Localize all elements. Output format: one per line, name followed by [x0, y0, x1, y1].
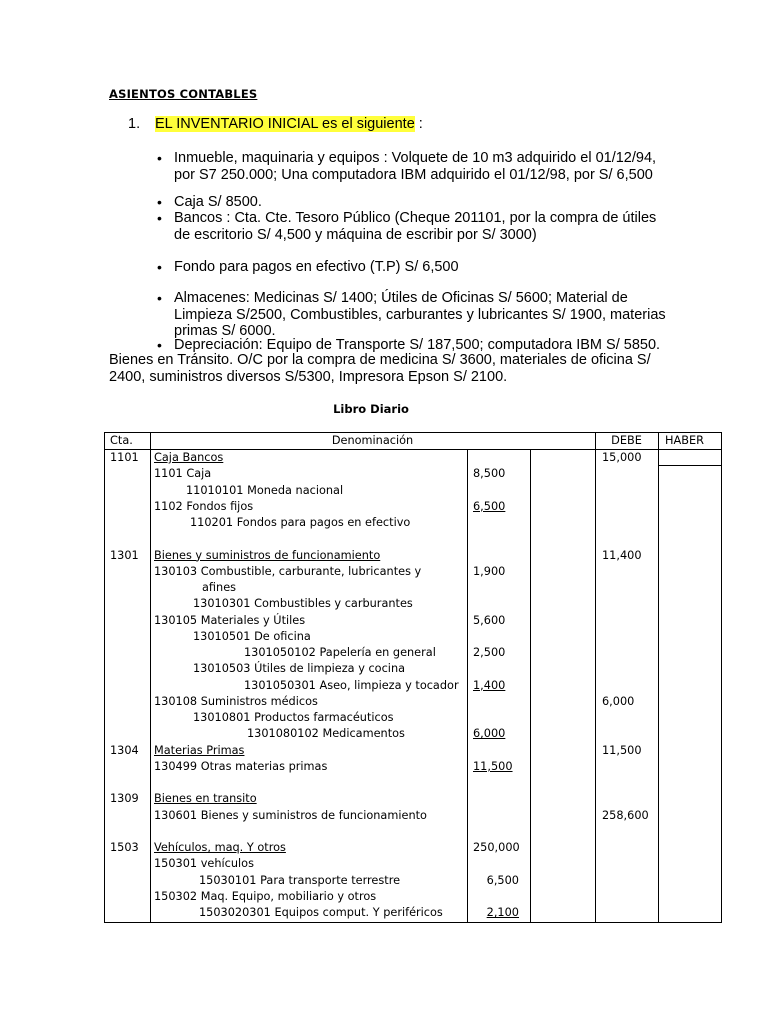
- cell-amount: 8,500: [473, 467, 506, 481]
- bullet-line: • Almacenes: Medicinas S/ 1400; Útiles de Oficinas S/ 5600; Material de: [174, 290, 628, 306]
- table-title: Libro Diario: [333, 402, 409, 416]
- header-divider: [105, 449, 721, 450]
- cell-denominacion: 13010801 Productos farmacéuticos: [193, 711, 394, 724]
- cell-amount: 11,500: [473, 759, 513, 773]
- bullet-item: [157, 150, 694, 183]
- cell-denominacion: 1101 Caja: [154, 467, 212, 481]
- bullet-item: [157, 290, 694, 340]
- cell-denominacion: 1301080102 Medicamentos: [247, 727, 405, 741]
- header-denominacion: Denominación: [331, 434, 414, 447]
- cell-amount: 6,500: [473, 499, 506, 513]
- bullet-line: • Bancos : Cta. Cte. Tesoro Público (Cheque 201101, por la compra de útiles: [174, 210, 657, 226]
- cell-amount: 250,000: [473, 841, 520, 854]
- bullet-item: [157, 194, 694, 211]
- bullet-line: por S7 250.000; Una computadora IBM adquirido el 01/12/98, por S/ 6,500: [174, 166, 653, 183]
- cell-denominacion: 130108 Suministros médicos: [154, 694, 318, 708]
- paragraph-line: 2400, suministros diversos S/5300, Impresora Epson S/ 2100.: [109, 369, 508, 385]
- row-divider: [659, 465, 721, 466]
- cell-denominacion: 1503020301 Equipos comput. Y periféricos: [199, 906, 443, 919]
- section-heading: ASIENTOS CONTABLES: [109, 87, 258, 101]
- bullet-line: • Caja S/ 8500.: [174, 194, 262, 210]
- cell-denominacion: Caja Bancos: [154, 451, 224, 464]
- cell-denominacion: afines: [202, 581, 237, 594]
- column-divider: [467, 450, 468, 922]
- cell-amount: 6,000: [473, 727, 506, 741]
- cell-denominacion: 1301050102 Papelería en general: [244, 646, 436, 659]
- cell-denominacion: 110201 Fondos para pagos en efectivo: [190, 516, 411, 529]
- cell-denominacion: 1301050301 Aseo, limpieza y tocador: [244, 678, 459, 692]
- bullet-line: • Inmueble, maquinaria y equipos : Volquete de 10 m3 adquirido el 01/12/94,: [174, 150, 657, 166]
- cell-denominacion: Vehículos, maq. Y otros: [154, 841, 286, 854]
- cell-denominacion: 11010101 Moneda nacional: [186, 483, 344, 497]
- bullet-line: • Depreciación: Equipo de Transporte S/ 187,500; computadora IBM S/ 5850.: [174, 337, 661, 353]
- cell-cta: 1301: [110, 548, 139, 562]
- header-cta: Cta.: [110, 434, 133, 447]
- bullet-line: • Fondo para pagos en efectivo (T.P) S/ 6,500: [174, 259, 459, 275]
- cell-cta: 1304: [110, 743, 139, 757]
- column-divider: [595, 433, 596, 922]
- header-debe: DEBE: [611, 434, 642, 447]
- cell-amount: 1,400: [473, 678, 506, 692]
- header-haber: HABER: [665, 434, 704, 447]
- bullet-item: [157, 210, 694, 243]
- cell-amount: 6,500: [486, 873, 519, 887]
- column-divider: [658, 433, 659, 922]
- cell-amount: 5,600: [473, 613, 506, 627]
- cell-denominacion: Bienes en transito: [154, 792, 257, 806]
- libro-diario-table: [104, 432, 722, 923]
- cell-debe: 11,500: [602, 743, 642, 757]
- list-item-suffix: :: [414, 116, 423, 132]
- cell-denominacion: 1102 Fondos fijos: [154, 499, 254, 513]
- cell-amount: 2,500: [473, 646, 506, 659]
- cell-amount: 2,100: [486, 906, 519, 919]
- cell-denominacion: Bienes y suministros de funcionamiento: [154, 548, 381, 562]
- cell-denominacion: 13010301 Combustibles y carburantes: [193, 597, 413, 611]
- cell-denominacion: 150301 vehículos: [154, 857, 254, 871]
- bullet-item: [157, 259, 694, 276]
- cell-debe: 258,600: [602, 808, 649, 822]
- paragraph-line: Bienes en Tránsito. O/C por la compra de medicina S/ 3600, materiales de oficina S/: [109, 352, 651, 368]
- list-number: 1.: [128, 116, 141, 132]
- bullet-line: Limpieza S/2500, Combustibles, carburantes y lubricantes S/ 1900, materias: [174, 306, 666, 323]
- cell-denominacion: 13010501 De oficina: [193, 629, 311, 643]
- column-divider: [150, 433, 151, 922]
- cell-cta: 1503: [110, 841, 139, 854]
- list-item-1: [128, 116, 423, 132]
- highlighted-text: EL INVENTARIO INICIAL es el siguiente: [155, 116, 415, 132]
- paragraph: [109, 352, 689, 386]
- cell-denominacion: 150302 Maq. Equipo, mobiliario y otros: [154, 889, 377, 903]
- cell-debe: 15,000: [602, 451, 642, 464]
- cell-denominacion: 15030101 Para transporte terrestre: [199, 873, 401, 887]
- cell-denominacion: Materias Primas: [154, 743, 245, 757]
- cell-denominacion: 130103 Combustible, carburante, lubricantes y: [154, 564, 422, 578]
- cell-denominacion: 13010503 Útiles de limpieza y cocina: [193, 662, 406, 676]
- cell-amount: 1,900: [473, 564, 506, 578]
- bullet-line: primas S/ 6000.: [174, 323, 276, 339]
- cell-debe: 11,400: [602, 548, 642, 562]
- cell-cta: 1309: [110, 792, 139, 806]
- cell-denominacion: 130499 Otras materias primas: [154, 759, 328, 773]
- cell-cta: 1101: [110, 451, 139, 464]
- cell-debe: 6,000: [602, 694, 635, 708]
- cell-denominacion: 130601 Bienes y suministros de funcionamiento: [154, 808, 427, 822]
- cell-denominacion: 130105 Materiales y Útiles: [154, 613, 306, 627]
- bullet-line: de escritorio S/ 4,500 y máquina de escribir por S/ 3000): [174, 226, 537, 243]
- column-divider: [530, 450, 531, 922]
